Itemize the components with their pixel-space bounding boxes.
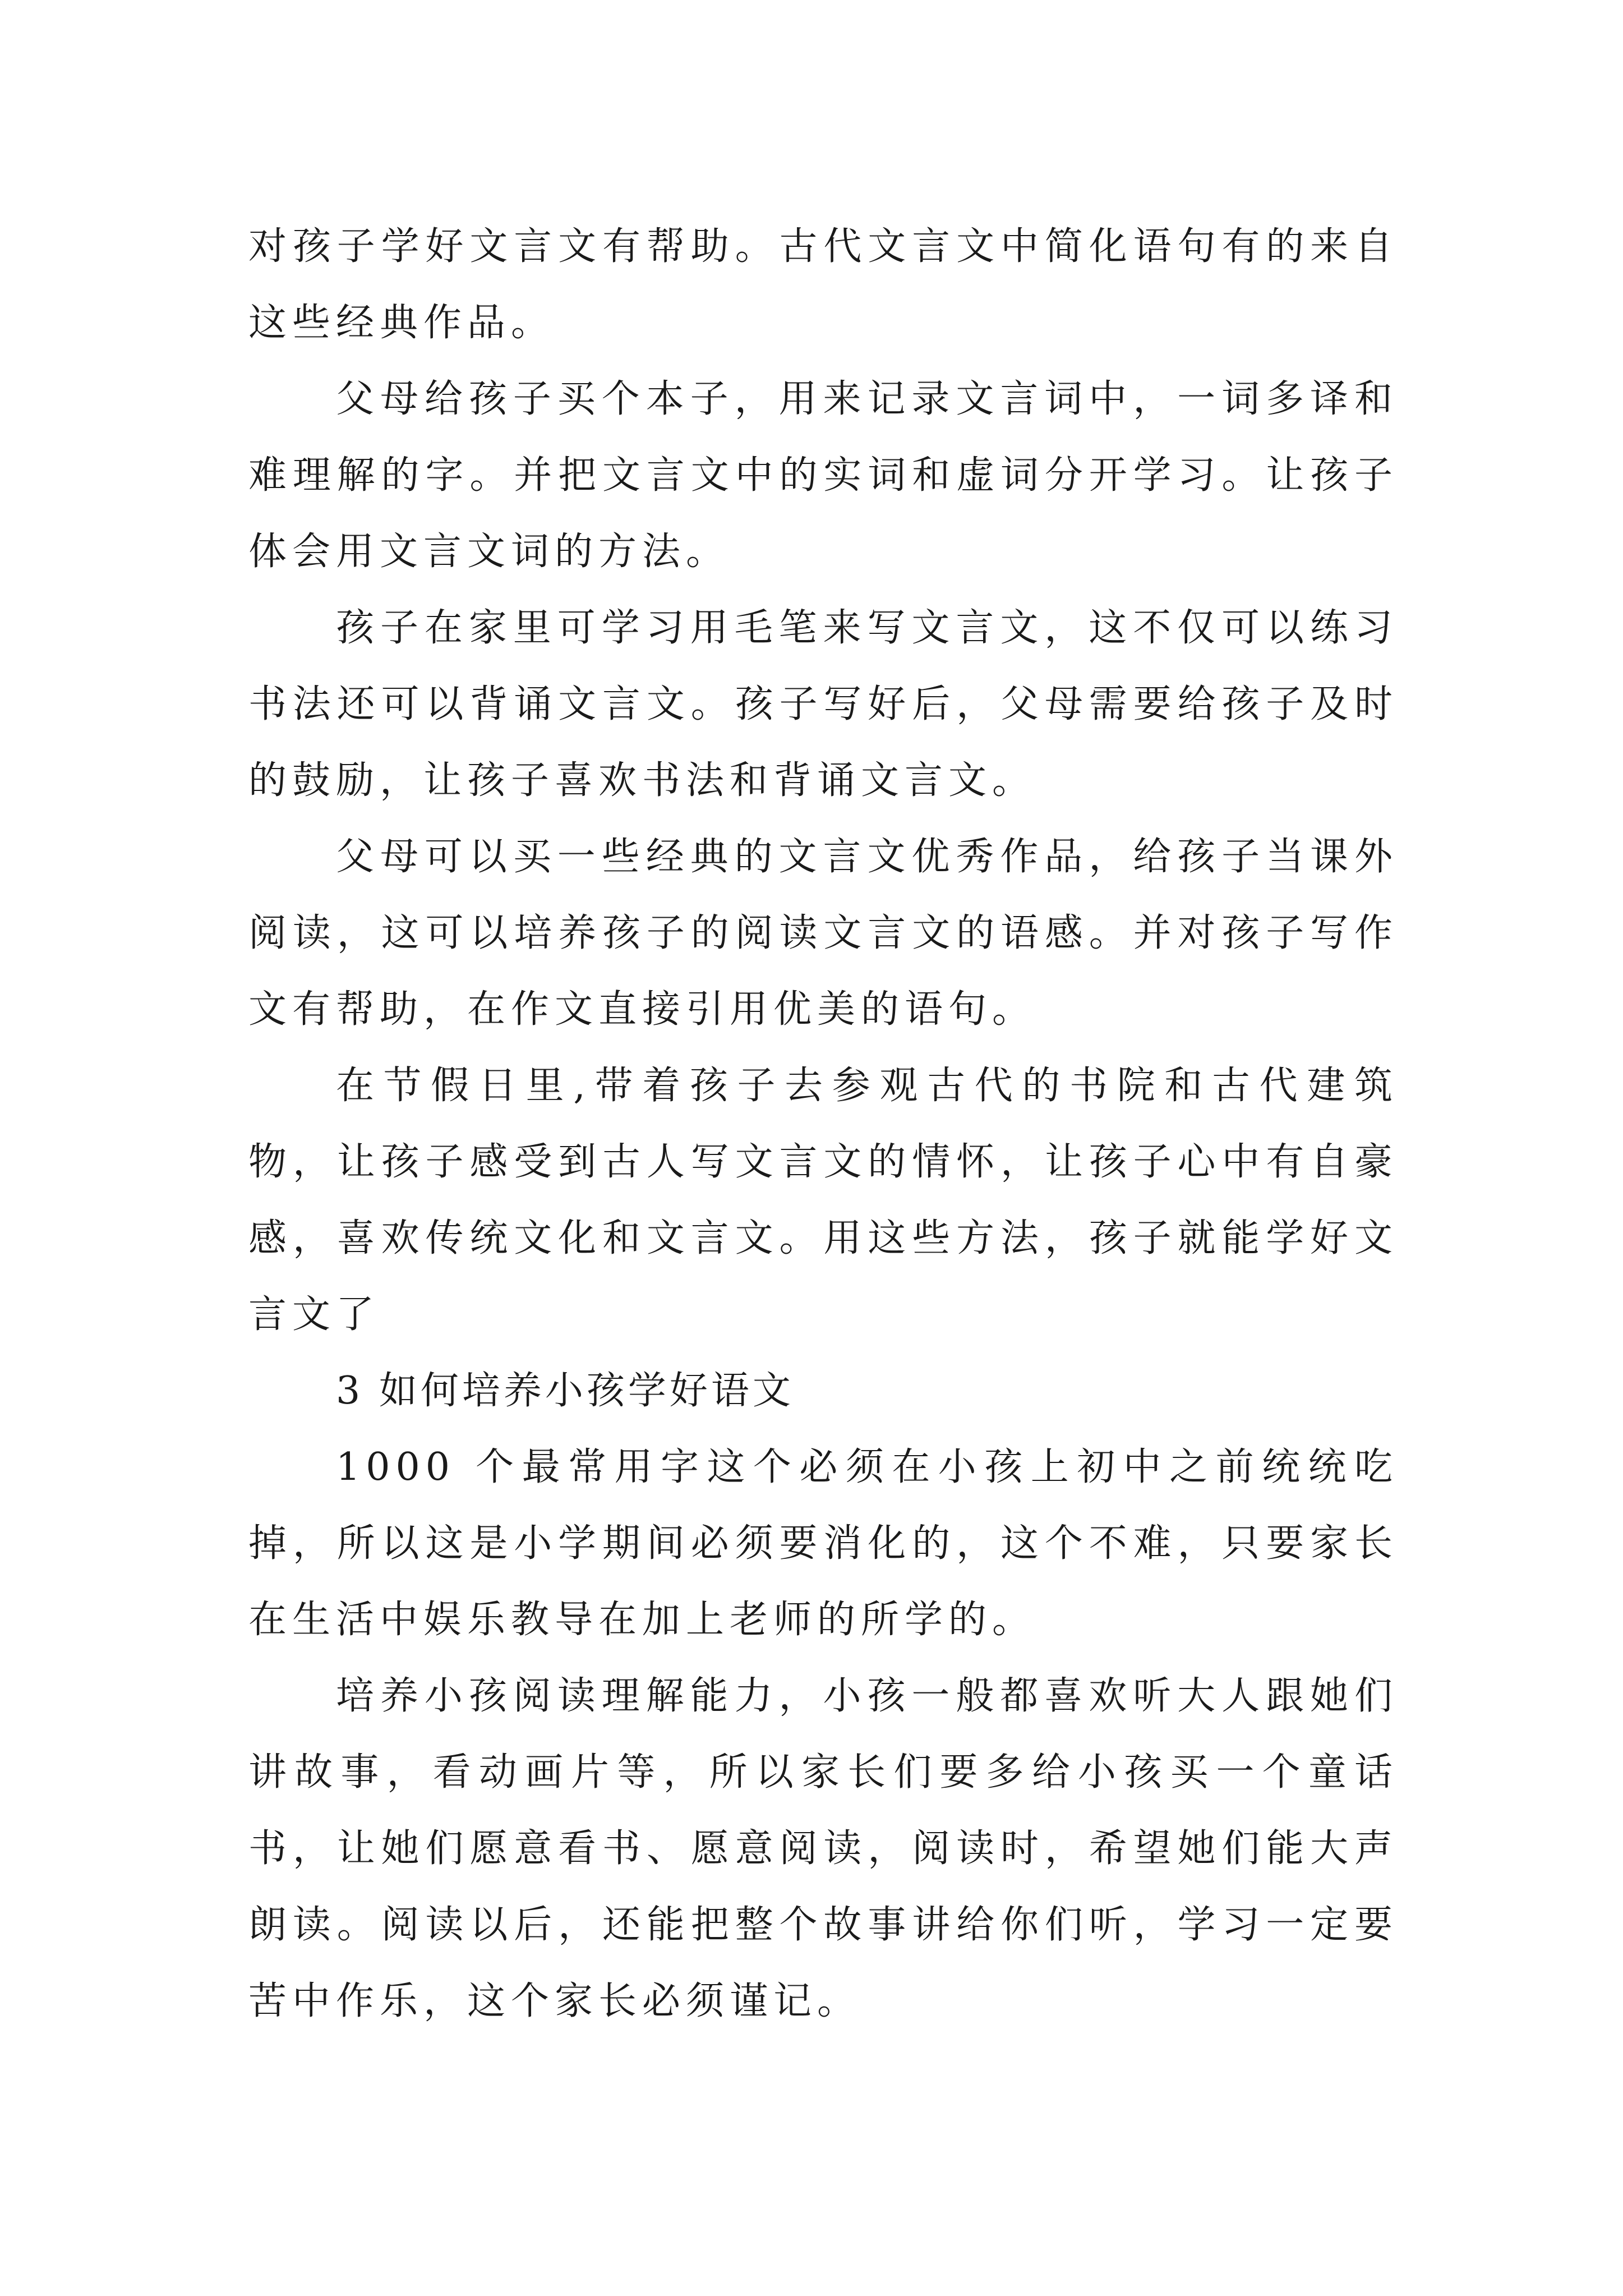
- paragraph-common-characters: 1000 个最常用字这个必须在小孩上初中之前统统吃掉，所以这是小学期间必须要消化的，这个不难，只要家长在生活中娱乐教导在加上老师的所学的。: [248, 1445, 1398, 1642]
- document-body: [248, 209, 1398, 2040]
- paragraph-calligraphy-tip: 孩子在家里可学习用毛笔来写文言文，这不仅可以练习书法还可以背诵文言文。孩子写好后，父母需要给孩子及时的鼓励，让孩子喜欢书法和背诵文言文。: [248, 606, 1398, 803]
- paragraph-reading-tip: 父母可以买一些经典的文言文优秀作品，给孩子当课外阅读，这可以培养孩子的阅读文言文的语感。并对孩子写作文有帮助，在作文直接引用优美的语句。: [248, 835, 1398, 1032]
- paragraph-intro-continued: 对孩子学好文言文有帮助。古代文言文中简化语句有的来自这些经典作品。: [248, 224, 1398, 345]
- paragraph-visit-tip: 在节假日里,带着孩子去参观古代的书院和古代建筑物，让孩子感受到古人写文言文的情怀，让孩子心中有自豪感，喜欢传统文化和文言文。用这些方法，孩子就能学好文言文了: [248, 1064, 1398, 1337]
- paragraph-notebook-tip: 父母给孩子买个本子，用来记录文言词中，一词多译和难理解的字。并把文言文中的实词和虚词分开学习。让孩子体会用文言文词的方法。: [248, 377, 1398, 574]
- section-heading-3: 3 如何培养小孩学好语文: [336, 1369, 794, 1413]
- paragraph-reading-comprehension: 培养小孩阅读理解能力，小孩一般都喜欢听大人跟她们讲故事，看动画片等，所以家长们要多给小孩买一个童话书，让她们愿意看书、愿意阅读，阅读时，希望她们能大声朗读。阅读以后，还能把整个故事讲给你们听，学习一定要苦中作乐，这个家长必须谨记。: [248, 1674, 1398, 2023]
